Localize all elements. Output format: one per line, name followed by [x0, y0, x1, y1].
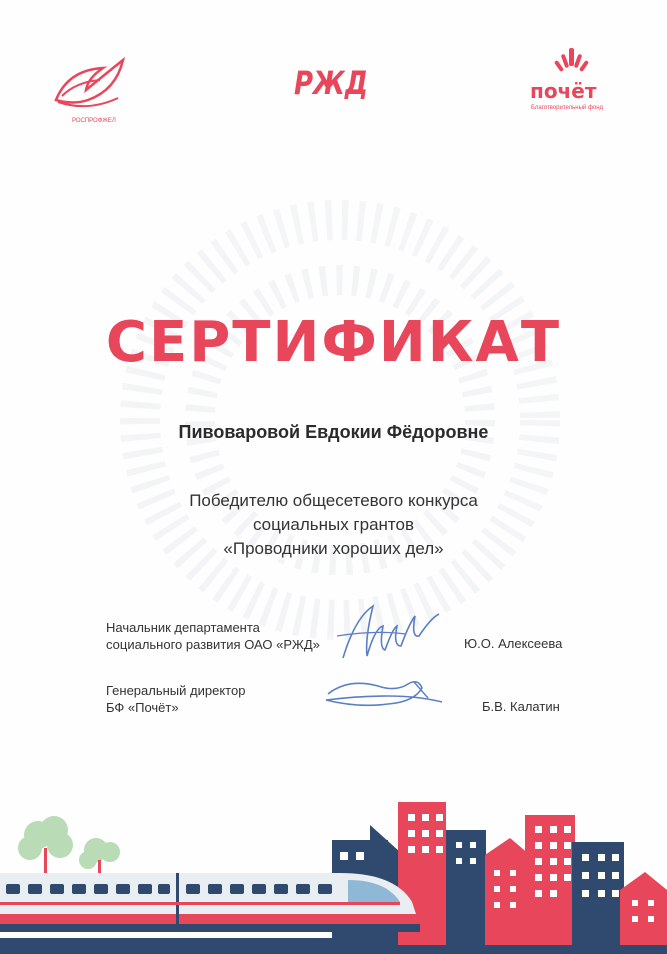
- rzd-logo-text: РЖД: [294, 64, 368, 102]
- signatory-role-line: социального развития ОАО «РЖД»: [106, 637, 320, 652]
- rosprofzhel-logo-text: РОСПРОФЖЕЛ: [72, 118, 116, 124]
- signatory-name: Б.В. Калатин: [482, 699, 560, 714]
- award-description: [0, 489, 667, 561]
- pochet-logo-text: почёт: [530, 79, 597, 103]
- signatory-role: [106, 619, 320, 653]
- rosprofzhel-logo: [48, 50, 128, 125]
- certificate-title: СЕРТИФИКАТ: [105, 310, 562, 375]
- signature-1: [335, 598, 445, 668]
- signatory-role-line: Генеральный директор: [106, 683, 246, 698]
- signatory-role-line: БФ «Почёт»: [106, 700, 179, 715]
- pochet-logo-subtext: Благотворительный фонд: [531, 105, 604, 111]
- signatory-role: [106, 682, 245, 716]
- train-icon: [0, 873, 420, 932]
- signatory-name: Ю.О. Алексеева: [464, 636, 563, 651]
- background-watermark: [90, 200, 590, 640]
- rzd-logo: [292, 62, 372, 102]
- city-train-illustration: [0, 790, 667, 954]
- description-line: Победителю общесетевого конкурса: [189, 491, 478, 510]
- signatory-role-line: Начальник департамента: [106, 620, 260, 635]
- signature-2: [318, 672, 448, 717]
- tree-icon: [18, 816, 73, 878]
- recipient-name: Пивоваровой Евдокии Фёдоровне: [178, 422, 489, 442]
- pochet-logo: [525, 46, 620, 116]
- description-line: социальных грантов: [252, 515, 415, 534]
- description-line: «Проводники хороших дел»: [223, 539, 444, 558]
